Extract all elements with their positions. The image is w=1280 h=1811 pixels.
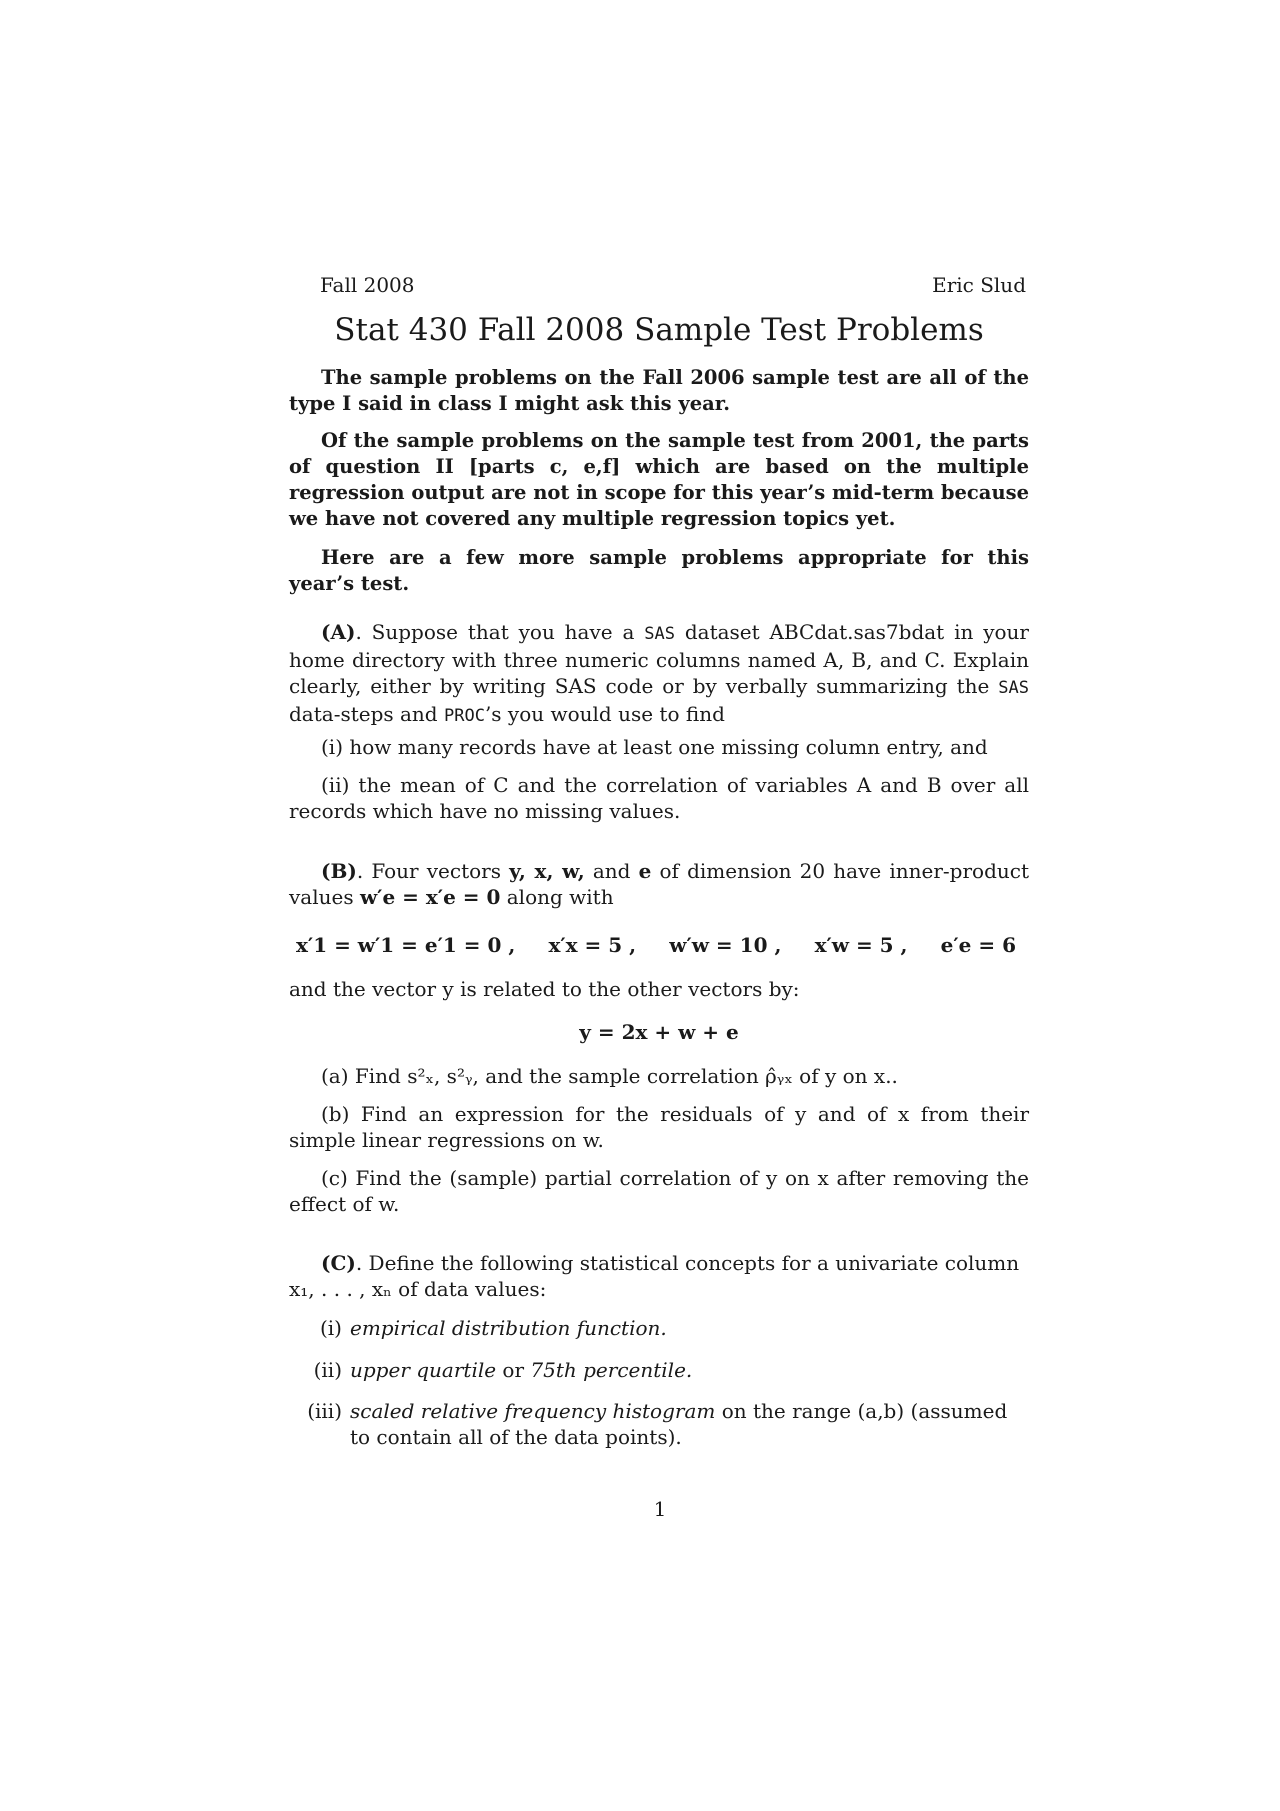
- page-title: Stat 430 Fall 2008 Sample Test Problems: [334, 312, 984, 348]
- item-connector: or: [496, 1358, 531, 1382]
- intro-p1-text: The sample problems on the Fall 2006 sample test are all of the type I said in class I might ask this year.: [289, 366, 1029, 415]
- item-term: empirical distribution function: [350, 1316, 661, 1340]
- intro-paragraph-1: [289, 365, 1029, 417]
- header-left: Fall 2008: [320, 273, 415, 297]
- eq-xw: x′w = 5 ,: [814, 933, 908, 957]
- problem-a-text-3: data-steps and: [289, 702, 444, 726]
- problem-c-intro: . Define the following statistical concepts for a univariate column x₁, . . . , xₙ of data values:: [289, 1251, 1020, 1301]
- problem-a-label: (A): [321, 620, 356, 644]
- problem-b-intro-2: of dimension 20 have inner-product values: [289, 859, 1029, 909]
- eq-ones: x′1 = w′1 = e′1 = 0 ,: [296, 933, 516, 957]
- problem-b-b-text: (b) Find an expression for the residuals of y and of x from their simple linear regressions on w.: [289, 1102, 1029, 1152]
- problem-b-part-b: [289, 1101, 1029, 1153]
- header-right: Eric Slud: [932, 273, 1026, 297]
- problem-c: [289, 1250, 1044, 1302]
- problem-c-label: (C): [321, 1251, 356, 1275]
- inner-product-equations: [296, 932, 1016, 958]
- page-number: 1: [653, 1497, 667, 1521]
- relation-text: [289, 976, 1029, 1002]
- item-rest: on the range (a,b) (assumed to contain all of the data points).: [350, 1399, 1008, 1449]
- problem-b-orthogonality: w′e = x′e = 0: [359, 885, 501, 909]
- problem-b-c-text: (c) Find the (sample) partial correlation of y on x after removing the effect of w.: [289, 1166, 1029, 1216]
- item-rest: .: [660, 1316, 667, 1340]
- problem-b-label: (B): [321, 859, 357, 883]
- problem-a-text-2: dataset ABCdat.sas7bdat in your home directory with three numeric columns named A, B, and C. Explain clearly, either by writing SAS code or by verbally summarizing the: [289, 620, 1029, 698]
- item-rest: .: [685, 1358, 693, 1382]
- problem-b-a-text: (a) Find s²ₓ, s²ᵧ, and the sample correlation ρ̂ᵧₓ of y on x..: [321, 1064, 898, 1088]
- problem-a-part-ii: [289, 772, 1029, 824]
- problem-c-item-ii: [296, 1357, 1029, 1383]
- problem-b-part-a: [289, 1063, 1029, 1089]
- problem-a-i-text: (i) how many records have at least one missing column entry, and: [321, 735, 988, 759]
- item-term: scaled relative frequency histogram: [350, 1399, 716, 1423]
- sas-code-2: SAS: [998, 678, 1029, 698]
- problem-b-part-c: [289, 1165, 1029, 1217]
- item-number: (iii): [307, 1399, 342, 1423]
- problem-b-vector-e: e: [638, 859, 652, 883]
- eq-ee: e′e = 6: [940, 933, 1016, 957]
- sas-code-1: SAS: [644, 624, 675, 644]
- eq-ww: w′w = 10 ,: [669, 933, 782, 957]
- item-term: upper quartile: [350, 1358, 497, 1382]
- eq-xx: x′x = 5 ,: [548, 933, 637, 957]
- item-number: (i): [319, 1316, 342, 1340]
- intro-p3-text: Here are a few more sample problems appropriate for this year’s test.: [289, 546, 1029, 595]
- intro-paragraph-2: [289, 428, 1029, 532]
- problem-a-text-1: . Suppose that you have a: [355, 620, 645, 644]
- problem-c-item-i: [296, 1315, 1029, 1341]
- item-number: (ii): [313, 1358, 342, 1382]
- relation-equation-text: y = 2x + w + e: [579, 1020, 739, 1044]
- problem-a: [289, 619, 1029, 729]
- problem-b-and: and: [584, 859, 639, 883]
- problem-a-ii-text: (ii) the mean of C and the correlation of variables A and B over all records which have no missing values.: [289, 773, 1029, 823]
- item-term-2: 75th percentile: [530, 1358, 686, 1382]
- problem-c-item-iii: [296, 1398, 1029, 1450]
- problem-a-text-4: ’s you would use to find: [484, 702, 725, 726]
- problem-b: [289, 858, 1029, 910]
- proc-code: PROC: [443, 706, 485, 726]
- problem-b-intro-3: along with: [500, 885, 614, 909]
- intro-paragraph-3: [289, 545, 1029, 597]
- problem-b-vectors: y, x, w,: [509, 859, 585, 883]
- problem-b-intro-1: . Four vectors: [356, 859, 510, 883]
- relation-equation: [289, 1019, 1029, 1045]
- problem-a-part-i: [289, 734, 1029, 760]
- intro-p2-text: Of the sample problems on the sample test from 2001, the parts of question II [parts c, e,f] which are based on the multiple regression output are not in scope for this year’s mid-term because we have not covered any multiple regression topics yet.: [289, 429, 1030, 530]
- relation-sentence: and the vector y is related to the other vectors by:: [289, 977, 800, 1001]
